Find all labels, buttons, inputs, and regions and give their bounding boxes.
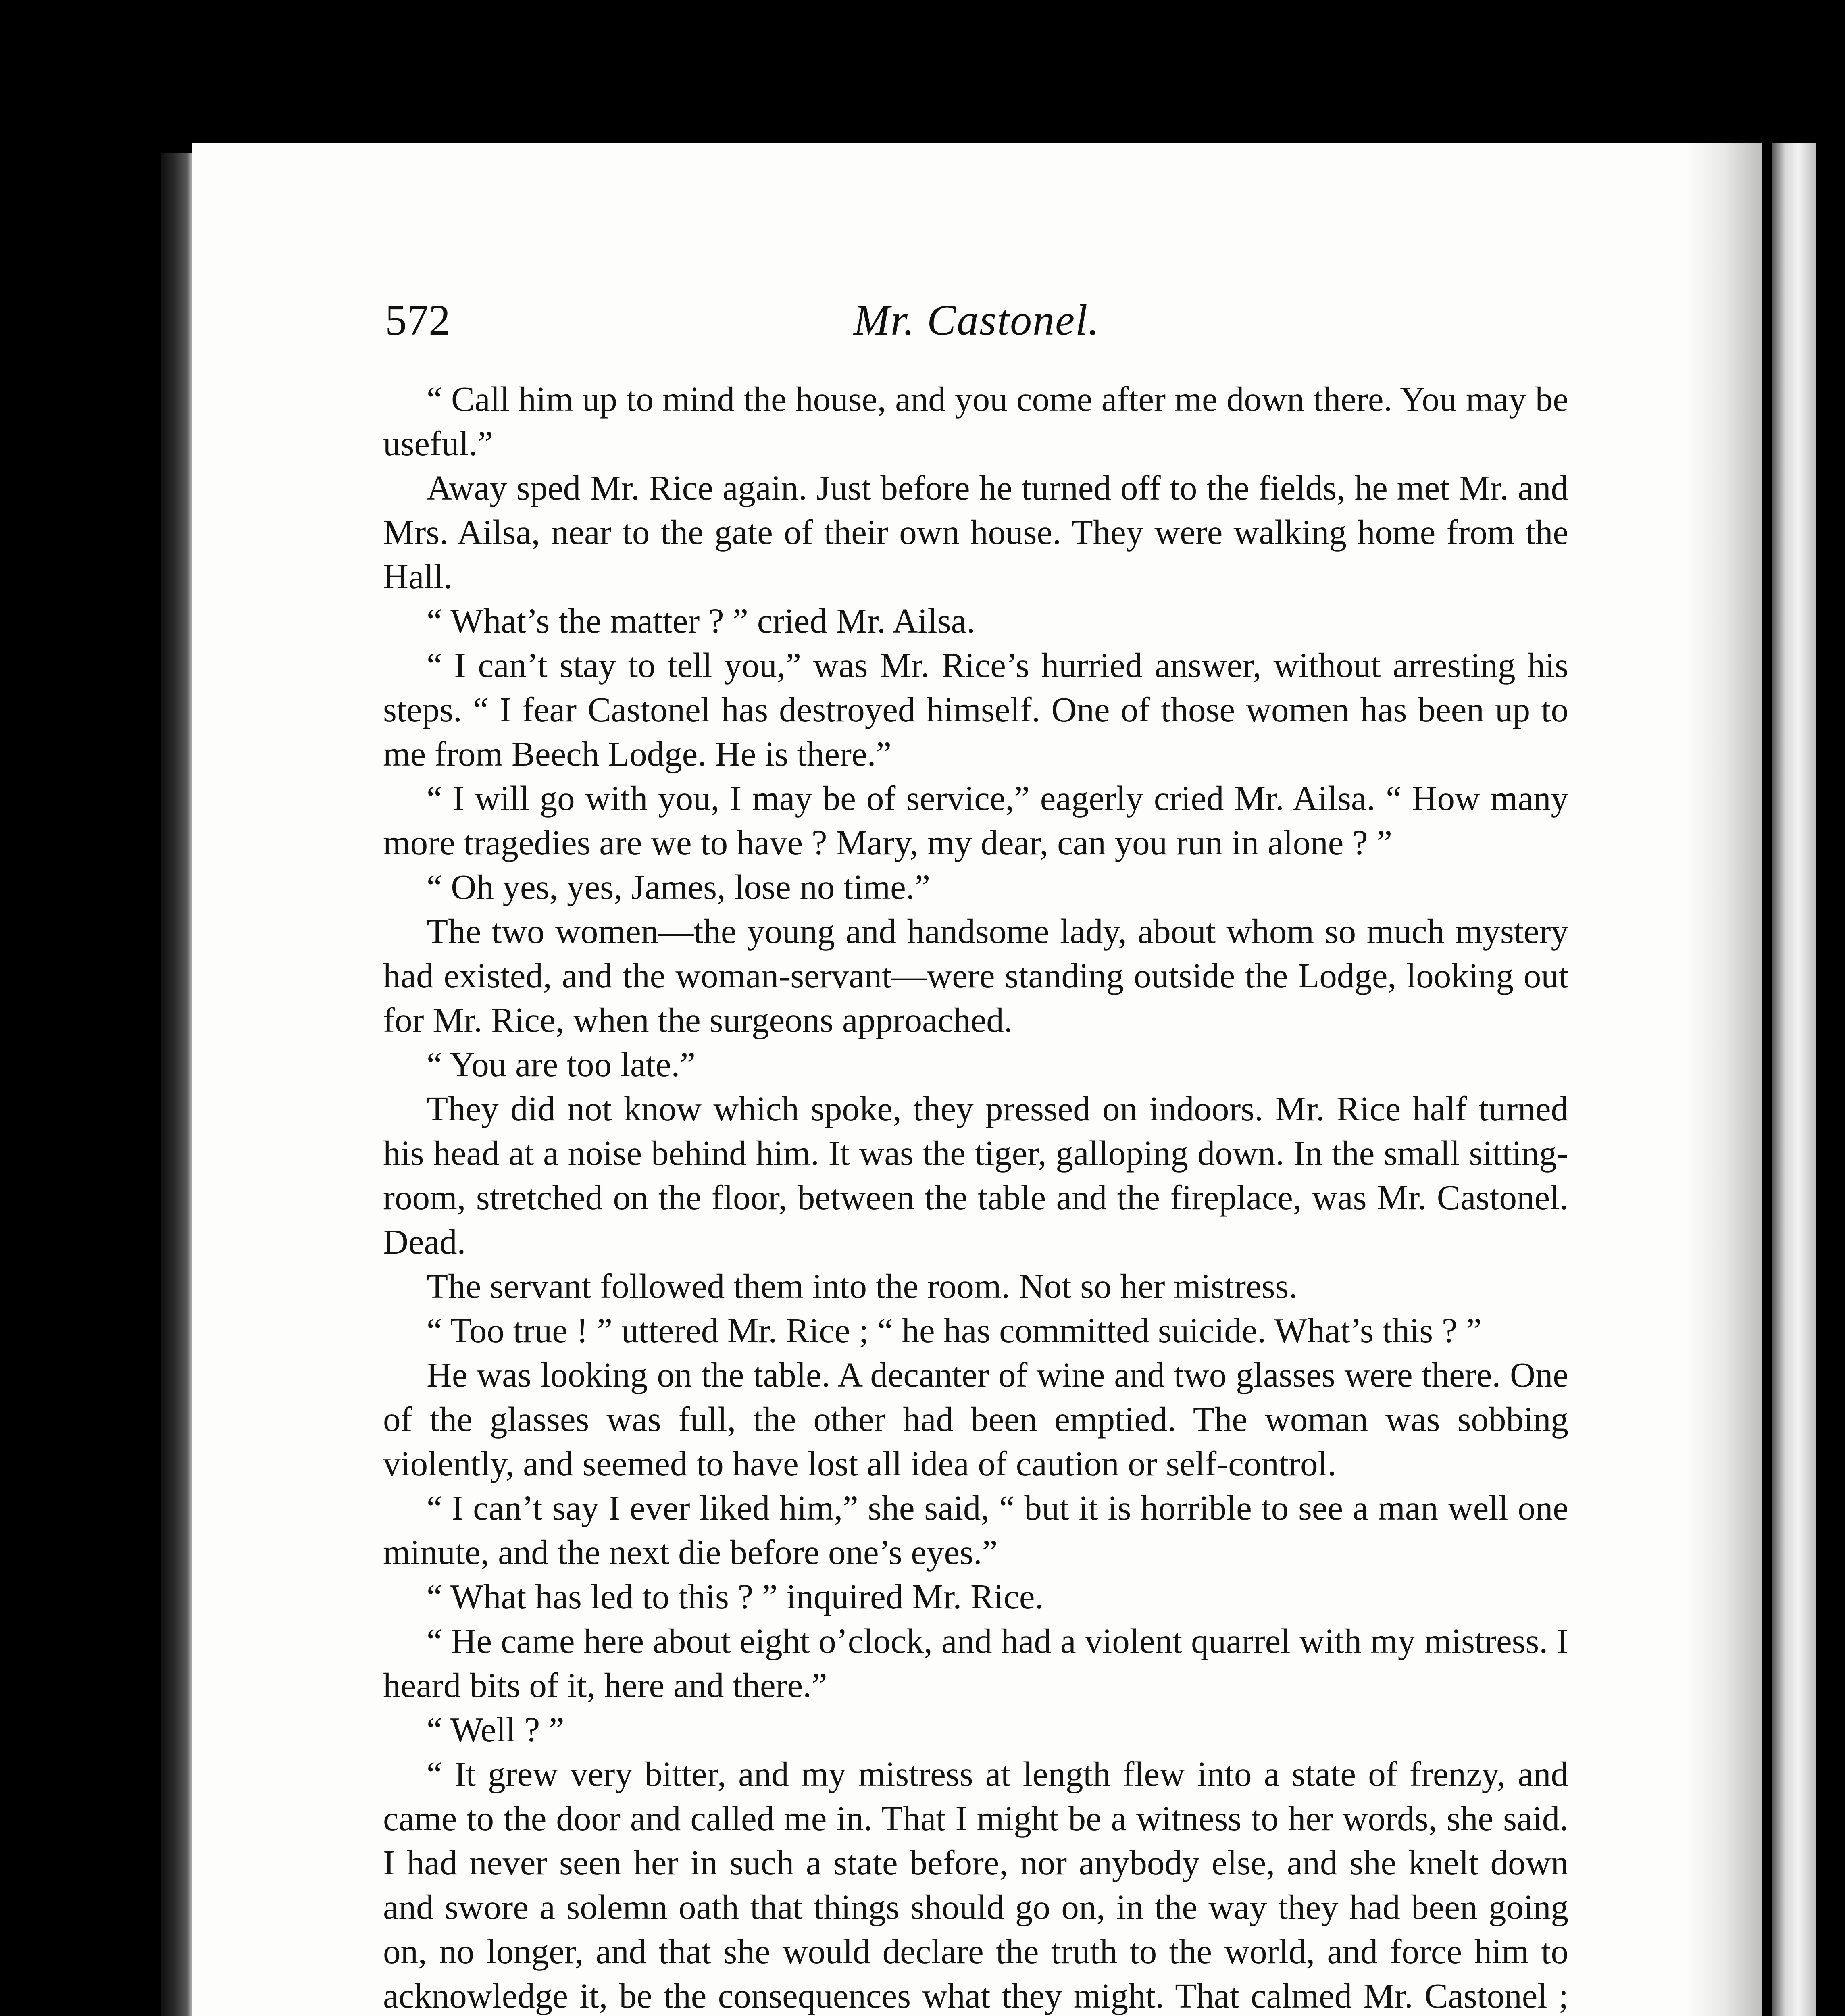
paragraph: “ Oh yes, yes, James, lose no time.”: [427, 867, 931, 906]
paragraph: “ Call him up to mind the house, and you come after me down there. You may be useful.”: [383, 379, 1568, 463]
paragraph: He was looking on the table. A decanter of wine and two glasses were there. One of the glasses was full, the other had been emptied. The woman was sobbing violently, and seemed to have lost all idea of caution or self-control.: [383, 1355, 1568, 1483]
paragraph: “ You are too late.”: [427, 1045, 696, 1084]
book-spine-edge: [161, 153, 194, 2016]
next-page-edge: [1772, 143, 1816, 2016]
paragraph: “ I can’t stay to tell you,” was Mr. Rice’s hurried answer, without arresting his steps. “ I fear Castonel has destroyed himself. One of those women has been up to me from Beech Lodge. He is there.”: [383, 646, 1568, 773]
page-gutter-shadow: [1685, 143, 1762, 2016]
paragraph: “ He came here about eight o’clock, and had a violent quarrel with my mistress. I heard bits of it, here and there.”: [383, 1621, 1568, 1705]
paragraph: The two women—the young and handsome lady, about whom so much mystery had existed, and the woman-servant—were standing outside the Lodge, looking out for Mr. Rice, when the surgeons approached.: [383, 912, 1568, 1039]
running-title: Mr. Castonel.: [853, 296, 1100, 344]
paragraph: “ What has led to this ? ” inquired Mr. Rice.: [427, 1577, 1044, 1616]
paragraph: “ I will go with you, I may be of service,” eagerly cried Mr. Ailsa. “ How many more tragedies are we to have ? Mary, my dear, can you run in alone ? ”: [383, 779, 1568, 862]
page-body: [383, 377, 1568, 2016]
page-header: [385, 294, 1568, 347]
paragraph: “ Well ? ”: [427, 1710, 564, 1749]
paragraph: “ What’s the matter ? ” cried Mr. Ailsa.: [427, 601, 975, 640]
paragraph: “ I can’t say I ever liked him,” she said, “ but it is horrible to see a man well one minute, and the next die before one’s eyes.”: [383, 1488, 1568, 1572]
paragraph: Away sped Mr. Rice again. Just before he turned off to the fields, he met Mr. and Mrs. Ailsa, near to the gate of their own house. They were walking home from the Hall.: [383, 468, 1568, 596]
paragraph: “ Too true ! ” uttered Mr. Rice ; “ he has committed suicide. What’s this ? ”: [427, 1311, 1482, 1350]
paragraph: The servant followed them into the room. Not so her mistress.: [427, 1266, 1298, 1306]
paragraph: They did not know which spoke, they pressed on indoors. Mr. Rice half turned his head at a noise behind him. It was the tiger, galloping down. In the small sitting-room, stretched on the floor, between the table and the fireplace, was Mr. Castonel. Dead.: [383, 1089, 1568, 1261]
page-number: 572: [385, 296, 450, 344]
paragraph: “ It grew very bitter, and my mistress at length flew into a state of frenzy, and came to the door and called me in. That I might be a witness to her words, she said. I had never seen her in such a state before, nor anybody else, and she knelt down and swore a solemn oath that things should go on, in the way they had been going on, no longer, and that she would declare the truth to the world, and force him to acknowledge it, be the consequences what they might. That calmed Mr. Castonel ;: [383, 1754, 1568, 2015]
